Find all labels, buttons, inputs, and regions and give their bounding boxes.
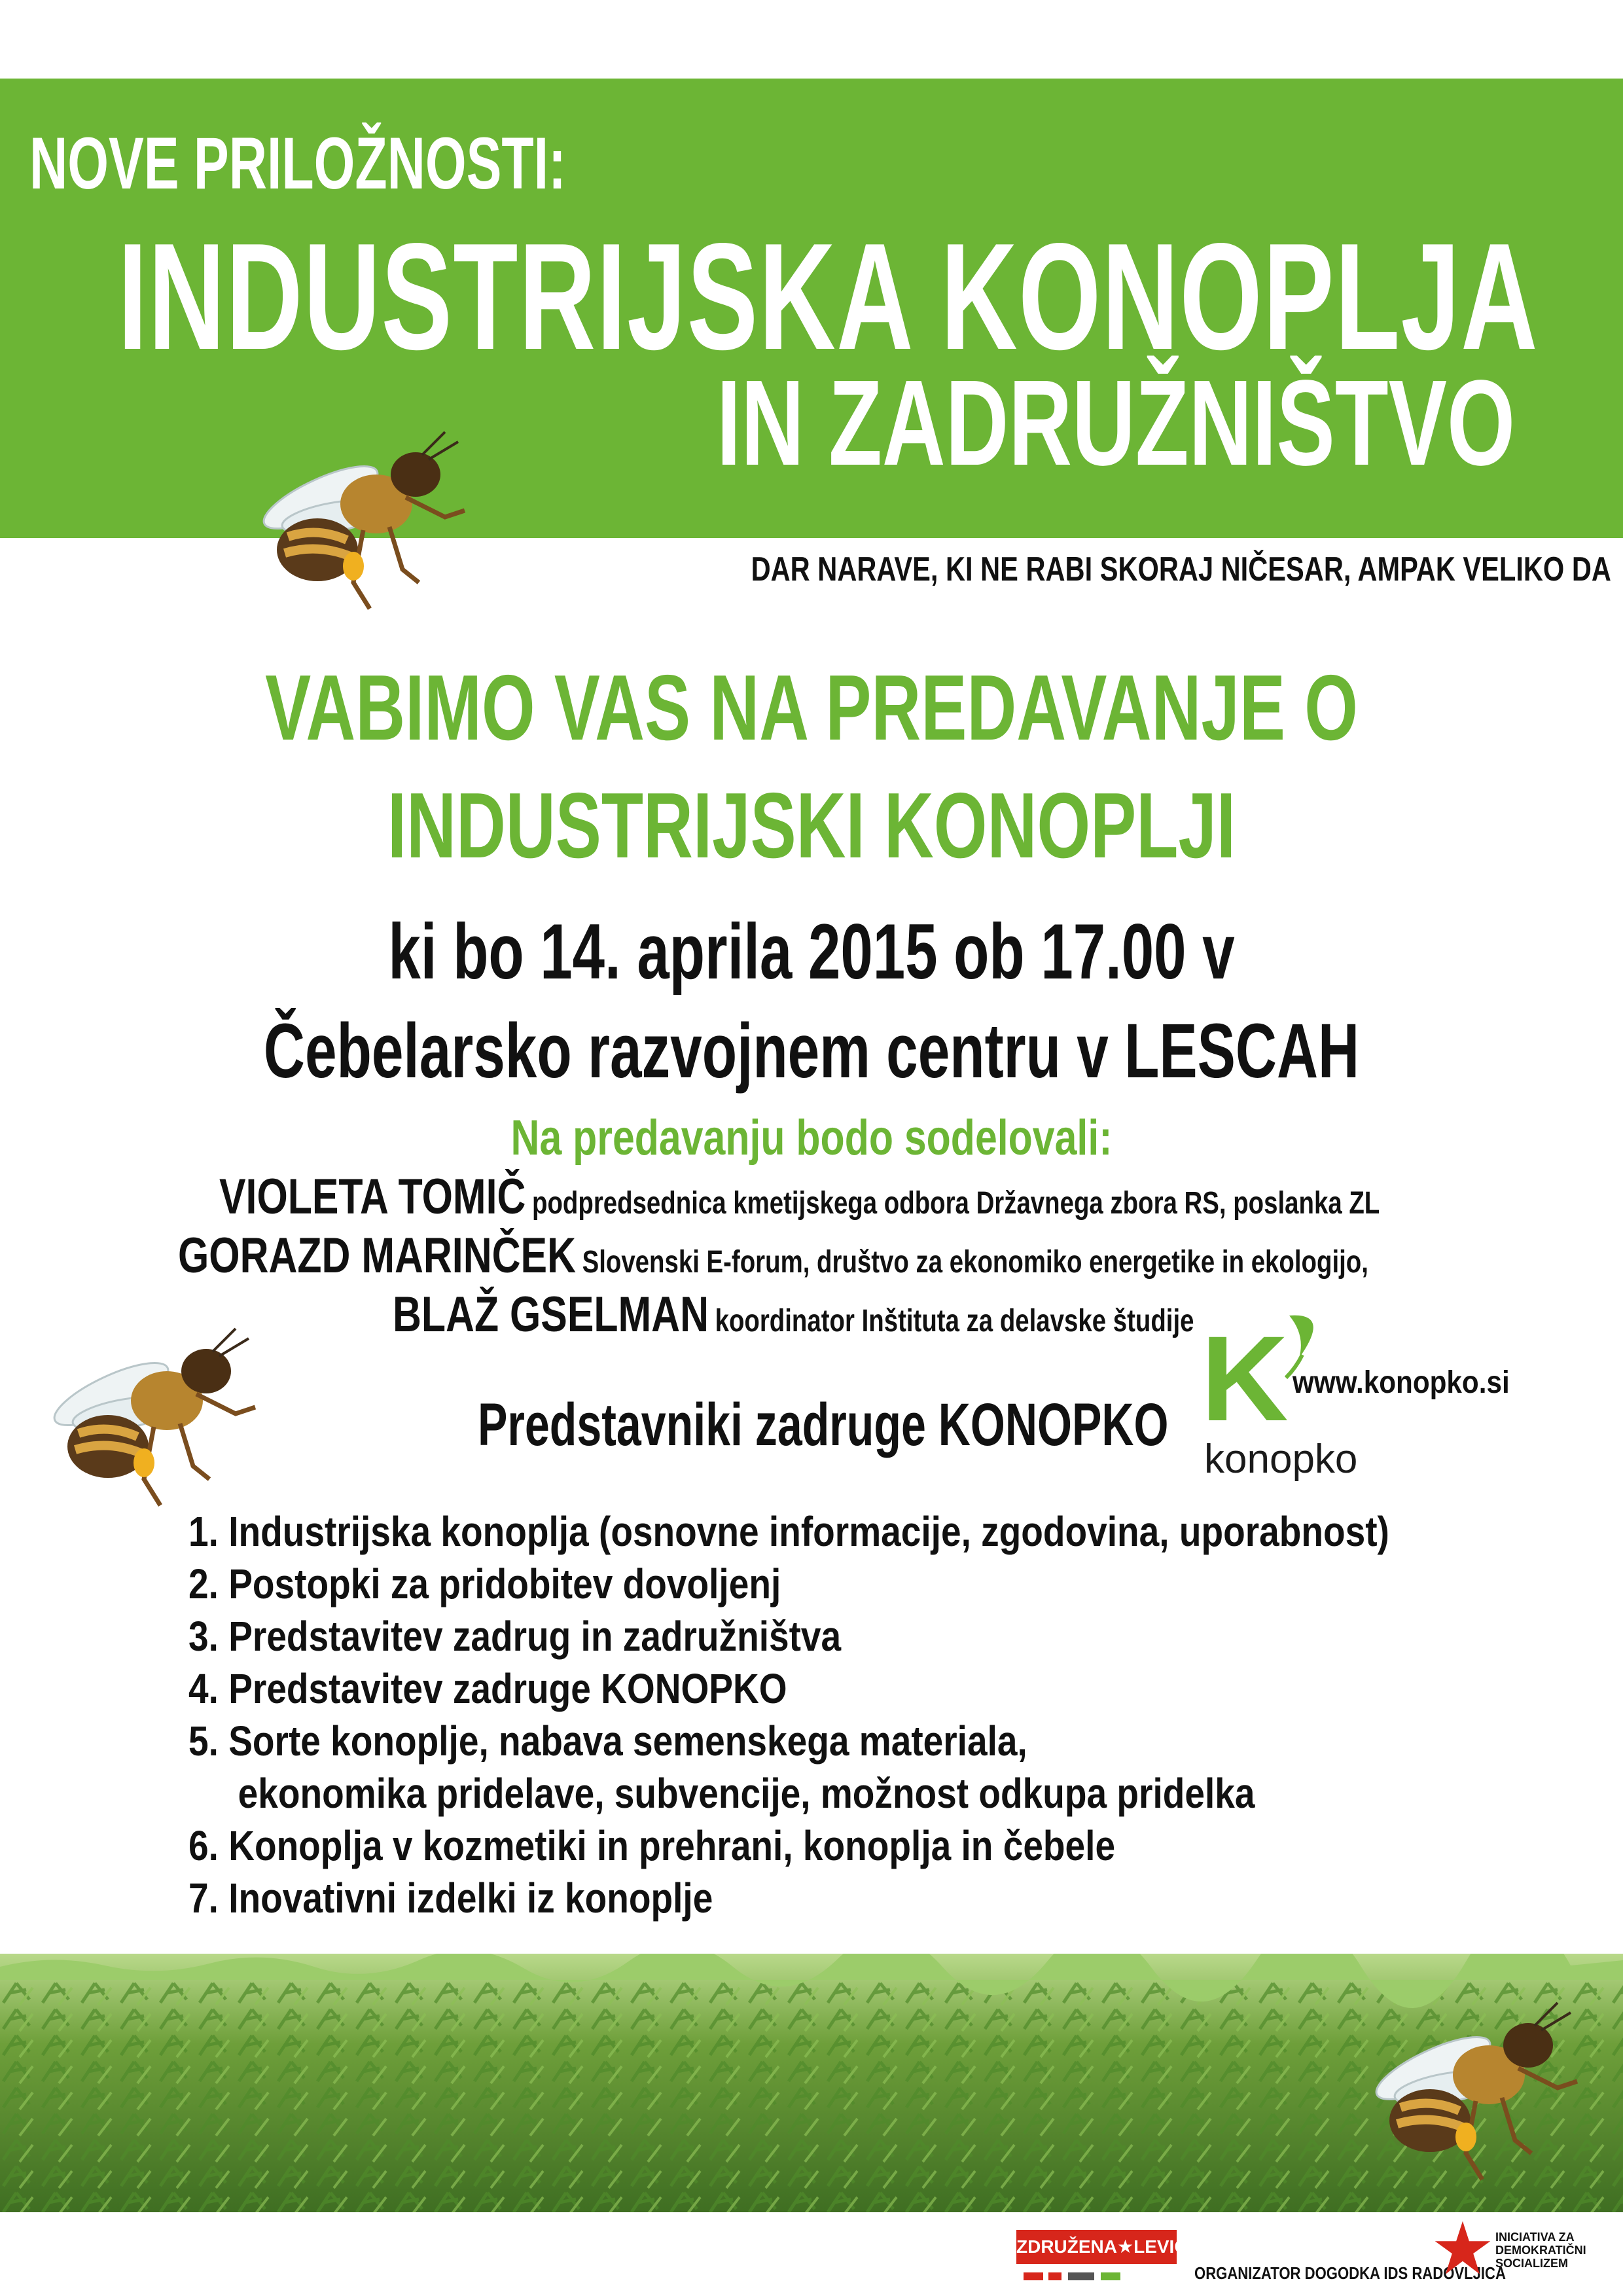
- speaker-name: VIOLETA TOMIČ: [219, 1169, 526, 1225]
- partner-logos: [1022, 2270, 1173, 2283]
- date-line: ki bo 14. aprila 2015 ob 17.00 v: [388, 908, 1235, 996]
- zdruzena-levica-badge: ZDRUŽENA★LEVICA: [1016, 2230, 1177, 2264]
- agenda-item: 5. Sorte konoplje, nabava semenskega materiala,: [188, 1717, 1027, 1765]
- leaf-icon: [1289, 1316, 1313, 1358]
- representatives-line: Predstavniki zadruge KONOPKO: [478, 1391, 1169, 1458]
- speaker-role: Slovenski E-forum, društvo za ekonomiko energetike in ekologijo,: [582, 1245, 1368, 1280]
- agenda-item-text: ekonomika pridelave, subvencije, možnost odkupa pridelka: [238, 1770, 1255, 1817]
- logo-word: konopko: [1204, 1437, 1358, 1482]
- ids-line: INICIATIVA ZA: [1495, 2231, 1575, 2244]
- venue-line: Čebelarsko razvojnem centru v LESCAH: [263, 1008, 1360, 1094]
- speaker-name: GORAZD MARINČEK: [178, 1228, 576, 1283]
- speaker-role: podpredsednica kmetijskega odbora Državnega zbora RS, poslanka ZL: [531, 1186, 1380, 1221]
- konopko-url[interactable]: www.konopko.si: [1293, 1365, 1510, 1400]
- tagline: DAR NARAVE, KI NE RABI SKORAJ NIČESAR, AMPAK VELIKO DA: [751, 550, 1611, 588]
- agenda-list: [188, 1505, 1585, 1924]
- ids-line: SOCIALIZEM: [1495, 2257, 1568, 2270]
- agenda-item: 3. Predstavitev zadrug in zadružništva: [188, 1613, 842, 1660]
- agenda-item: 6. Konoplja v kozmetiki in prehrani, konoplja in čebele: [188, 1822, 1116, 1869]
- speaker-item: [178, 1227, 1368, 1284]
- speaker-item: [219, 1168, 1380, 1225]
- partner-logo-icon: [1048, 2272, 1061, 2280]
- title-line-1: INDUSTRIJSKA KONOPLJA: [118, 212, 1539, 382]
- agenda-item: 1. Industrijska konoplja (osnovne informacije, zgodovina, uporabnost): [188, 1508, 1389, 1555]
- partner-logo-icon: [1068, 2272, 1094, 2280]
- bee-icon: [257, 432, 465, 609]
- organizer-text: ORGANIZATOR DOGODKA IDS RADOVLJICA: [1194, 2263, 1506, 2283]
- title-line-2: IN ZADRUŽNIŠTVO: [717, 355, 1516, 491]
- speaker-role: koordinator Inštituta za delavske študije: [715, 1304, 1194, 1338]
- bee-illustration: [1361, 1990, 1603, 2186]
- partner-logo-icon: [1101, 2272, 1120, 2280]
- bee-icon: [47, 1329, 255, 1505]
- agenda-item-continued: [188, 1767, 1389, 1820]
- red-star-icon: [1433, 2219, 1492, 2278]
- speaker-name: BLAŽ GSELMAN: [393, 1287, 709, 1342]
- invitation-line-2: INDUSTRIJSKI KONOPLJI: [387, 774, 1236, 878]
- partner-logo-icon: [1024, 2272, 1043, 2280]
- bee-illustration: [249, 419, 491, 615]
- bee-illustration: [39, 1316, 281, 1512]
- speakers-heading: Na predavanju bodo sodelovali:: [510, 1110, 1113, 1166]
- header-kicker: NOVE PRILOŽNOSTI:: [29, 122, 566, 204]
- agenda-item: 7. Inovativni izdelki iz konoplje: [188, 1874, 713, 1922]
- bee-icon: [1369, 2003, 1577, 2179]
- agenda-item: 4. Predstavitev zadruge KONOPKO: [188, 1665, 787, 1712]
- logo-letter: K: [1201, 1312, 1289, 1446]
- speaker-item: [393, 1286, 1194, 1343]
- ids-line: DEMOKRATIČNI: [1495, 2244, 1586, 2257]
- ids-logo-text: [1495, 2231, 1586, 2270]
- invitation-line-1: VABIMO VAS NA PREDAVANJE O: [265, 656, 1358, 760]
- agenda-item: 2. Postopki za pridobitev dovoljenj: [188, 1560, 781, 1607]
